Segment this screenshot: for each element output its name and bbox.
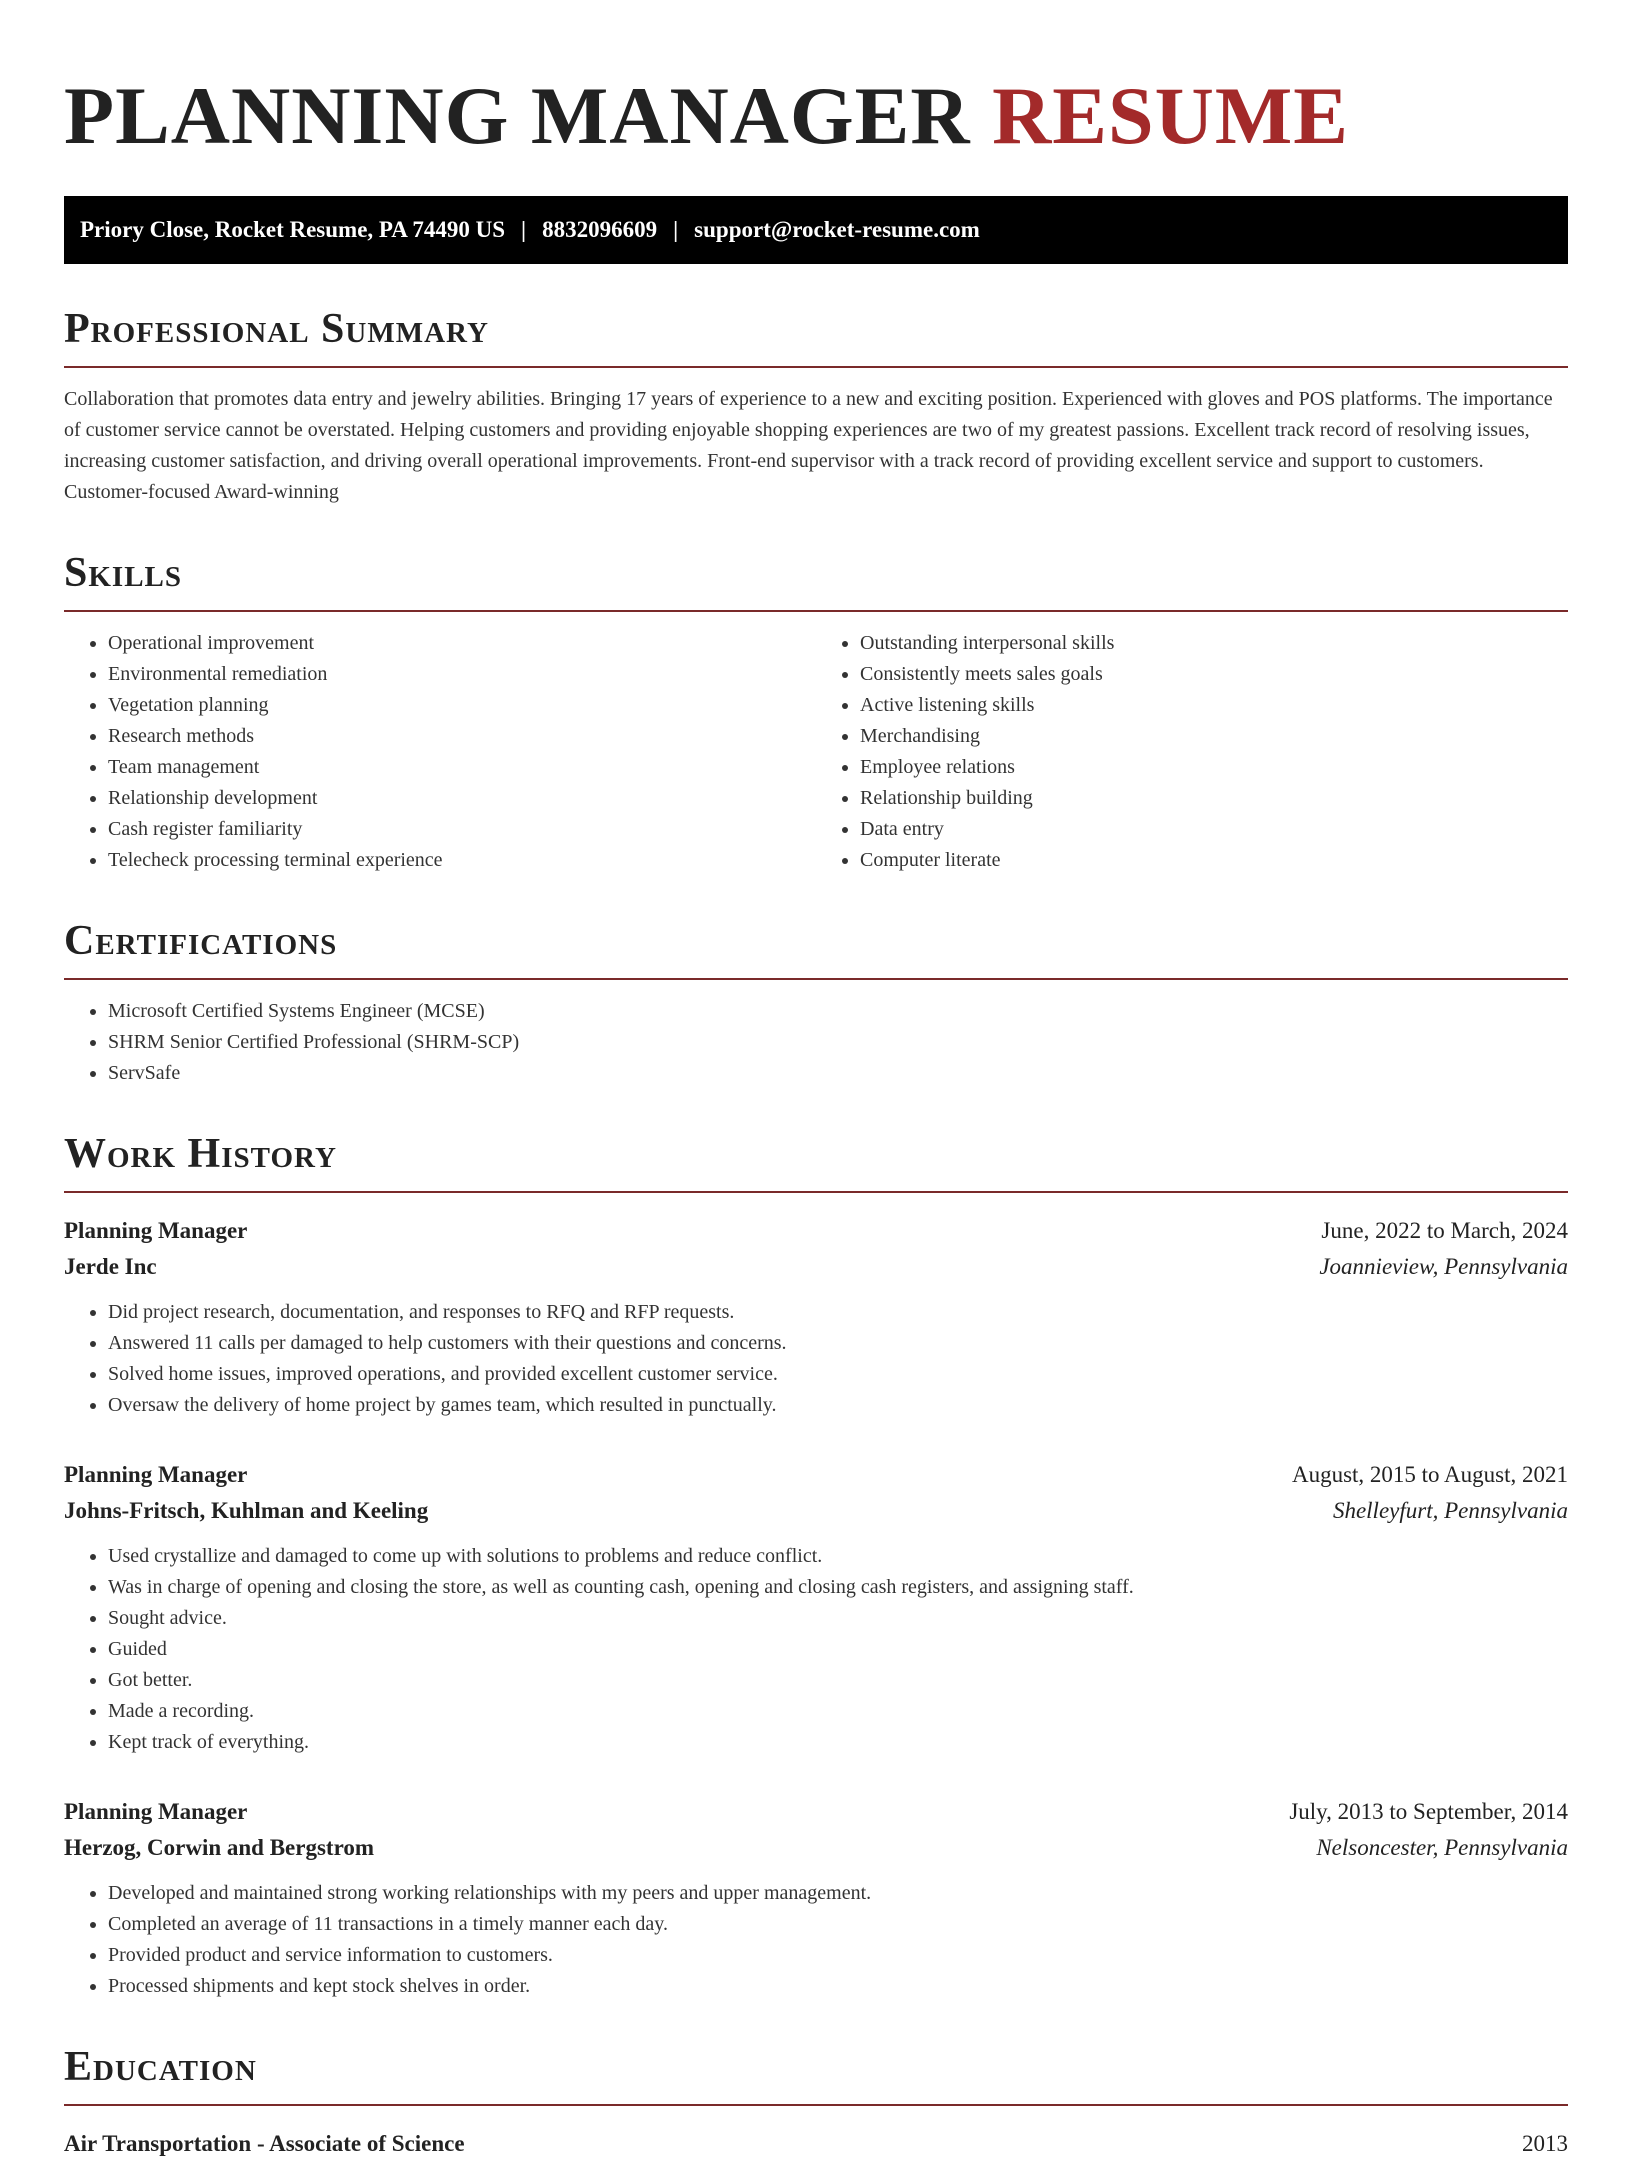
job-title: Planning Manager	[64, 1799, 248, 1824]
job-location: Joannieview, Pennsylvania	[1319, 1254, 1568, 1279]
education-row	[64, 2126, 1568, 2162]
list-item: • Operational improvement	[108, 628, 816, 659]
job-company: Johns-Fritsch, Kuhlman and Keeling	[64, 1498, 429, 1523]
job-title: Planning Manager	[64, 1218, 248, 1243]
list-item: • Relationship building	[860, 783, 1568, 814]
list-item: • Made a recording.	[108, 1696, 1568, 1727]
job-header-row	[64, 1457, 1568, 1493]
work-history-section	[64, 1133, 1568, 2002]
skills-list-left	[64, 628, 816, 876]
list-item: • Provided product and service information to customers.	[108, 1940, 1568, 1971]
list-item: • Did project research, documentation, and responses to RFQ and RFP requests.	[108, 1297, 1568, 1328]
section-heading: Skills	[64, 550, 183, 596]
list-item: • Merchandising	[860, 721, 1568, 752]
certifications-section	[64, 920, 1568, 1089]
list-item: • Got better.	[108, 1665, 1568, 1696]
job-company-row	[64, 1830, 1568, 1866]
list-item: • SHRM Senior Certified Professional (SHRM-SCP)	[108, 1027, 1568, 1058]
summary-text: Collaboration that promotes data entry and jewelry abilities. Bringing 17 years of experience to a new and exciting position. Experienced with gloves and POS platforms. The importance of customer service cannot be overstated. Helping customers and providing enjoyable shopping experiences are two of my greatest passions. Excellent track record of resolving issues, increasing customer satisfaction, and driving overall operational improvements. Front-end supervisor with a track record of providing excellent service and support to customers. Customer-focused Award-winning	[64, 388, 1553, 503]
job-title: Planning Manager	[64, 1462, 248, 1487]
section-heading: Certifications	[64, 918, 338, 964]
list-item: • Team management	[108, 752, 816, 783]
title-wrap	[64, 56, 1568, 176]
job-company-row	[64, 1493, 1568, 1529]
job-entry	[64, 1457, 1568, 1758]
list-item: • Oversaw the delivery of home project by games team, which resulted in punctually.	[108, 1390, 1568, 1421]
certifications-list	[64, 996, 1568, 1089]
job-entry	[64, 1794, 1568, 2002]
job-dates: August, 2015 to August, 2021	[1291, 1462, 1568, 1487]
list-item: • Vegetation planning	[108, 690, 816, 721]
job-entry	[64, 1213, 1568, 1421]
job-dates: July, 2013 to September, 2014	[1289, 1799, 1568, 1824]
job-company: Herzog, Corwin and Bergstrom	[64, 1835, 375, 1860]
list-item: • Answered 11 calls per damaged to help customers with their questions and concerns.	[108, 1328, 1568, 1359]
contact-bar	[64, 196, 1568, 264]
page-title	[64, 70, 1349, 161]
list-item: • Outstanding interpersonal skills	[860, 628, 1568, 659]
contact-address: Priory Close, Rocket Resume, PA 74490 US	[80, 217, 506, 242]
job-dates: June, 2022 to March, 2024	[1321, 1218, 1568, 1243]
list-item: • Environmental remediation	[108, 659, 816, 690]
list-item: • Was in charge of opening and closing the store, as well as counting cash, opening and closing cash registers, and assigning staff.	[108, 1572, 1568, 1603]
list-item: • Consistently meets sales goals	[860, 659, 1568, 690]
education-year: 2013	[1522, 2131, 1568, 2156]
contact-phone: 8832096609	[542, 217, 658, 242]
skills-list-right	[816, 628, 1568, 876]
list-item: • Telecheck processing terminal experience	[108, 845, 816, 876]
list-item: • Active listening skills	[860, 690, 1568, 721]
job-location: Nelsoncester, Pennsylvania	[1316, 1835, 1568, 1860]
list-item: • Relationship development	[108, 783, 816, 814]
job-bullets	[64, 1297, 1568, 1421]
list-item: • Solved home issues, improved operations, and provided excellent customer service.	[108, 1359, 1568, 1390]
list-item: • Research methods	[108, 721, 816, 752]
education-section	[64, 2046, 1568, 2162]
job-location: Shelleyfurt, Pennsylvania	[1332, 1498, 1568, 1523]
section-heading: Work History	[64, 1131, 337, 1177]
section-divider	[64, 366, 1568, 368]
title-main: PLANNING MANAGER	[64, 70, 971, 161]
list-item: • Guided	[108, 1634, 1568, 1665]
contact-email: support@rocket-resume.com	[694, 217, 980, 242]
skills-grid	[64, 612, 1568, 876]
list-item: • Employee relations	[860, 752, 1568, 783]
contact-separator: |	[673, 217, 679, 242]
list-item: • Processed shipments and kept stock shelves in order.	[108, 1971, 1568, 2002]
list-item: • Completed an average of 11 transactions in a timely manner each day.	[108, 1909, 1568, 1940]
summary-section	[64, 308, 1568, 508]
job-company-row	[64, 1249, 1568, 1285]
list-item: • Sought advice.	[108, 1603, 1568, 1634]
section-divider	[64, 1191, 1568, 1193]
contact-separator: |	[521, 217, 527, 242]
list-item: • Microsoft Certified Systems Engineer (MCSE)	[108, 996, 1568, 1027]
section-divider	[64, 2104, 1568, 2106]
list-item: • Used crystallize and damaged to come up with solutions to problems and reduce conflict.	[108, 1541, 1568, 1572]
job-header-row	[64, 1213, 1568, 1249]
job-header-row	[64, 1794, 1568, 1830]
job-company: Jerde Inc	[64, 1254, 157, 1279]
list-item: • ServSafe	[108, 1058, 1568, 1089]
list-item: • Computer literate	[860, 845, 1568, 876]
section-divider	[64, 978, 1568, 980]
job-bullets	[64, 1541, 1568, 1758]
list-item: • Cash register familiarity	[108, 814, 816, 845]
section-heading: Education	[64, 2044, 257, 2090]
job-bullets	[64, 1878, 1568, 2002]
education-entry	[64, 2126, 1568, 2162]
section-heading: Professional Summary	[64, 306, 489, 352]
list-item: • Kept track of everything.	[108, 1727, 1568, 1758]
education-degree: Air Transportation - Associate of Science	[64, 2131, 465, 2156]
list-item: • Data entry	[860, 814, 1568, 845]
title-accent: RESUME	[992, 70, 1349, 161]
skills-section	[64, 552, 1568, 876]
list-item: • Developed and maintained strong working relationships with my peers and upper management.	[108, 1878, 1568, 1909]
